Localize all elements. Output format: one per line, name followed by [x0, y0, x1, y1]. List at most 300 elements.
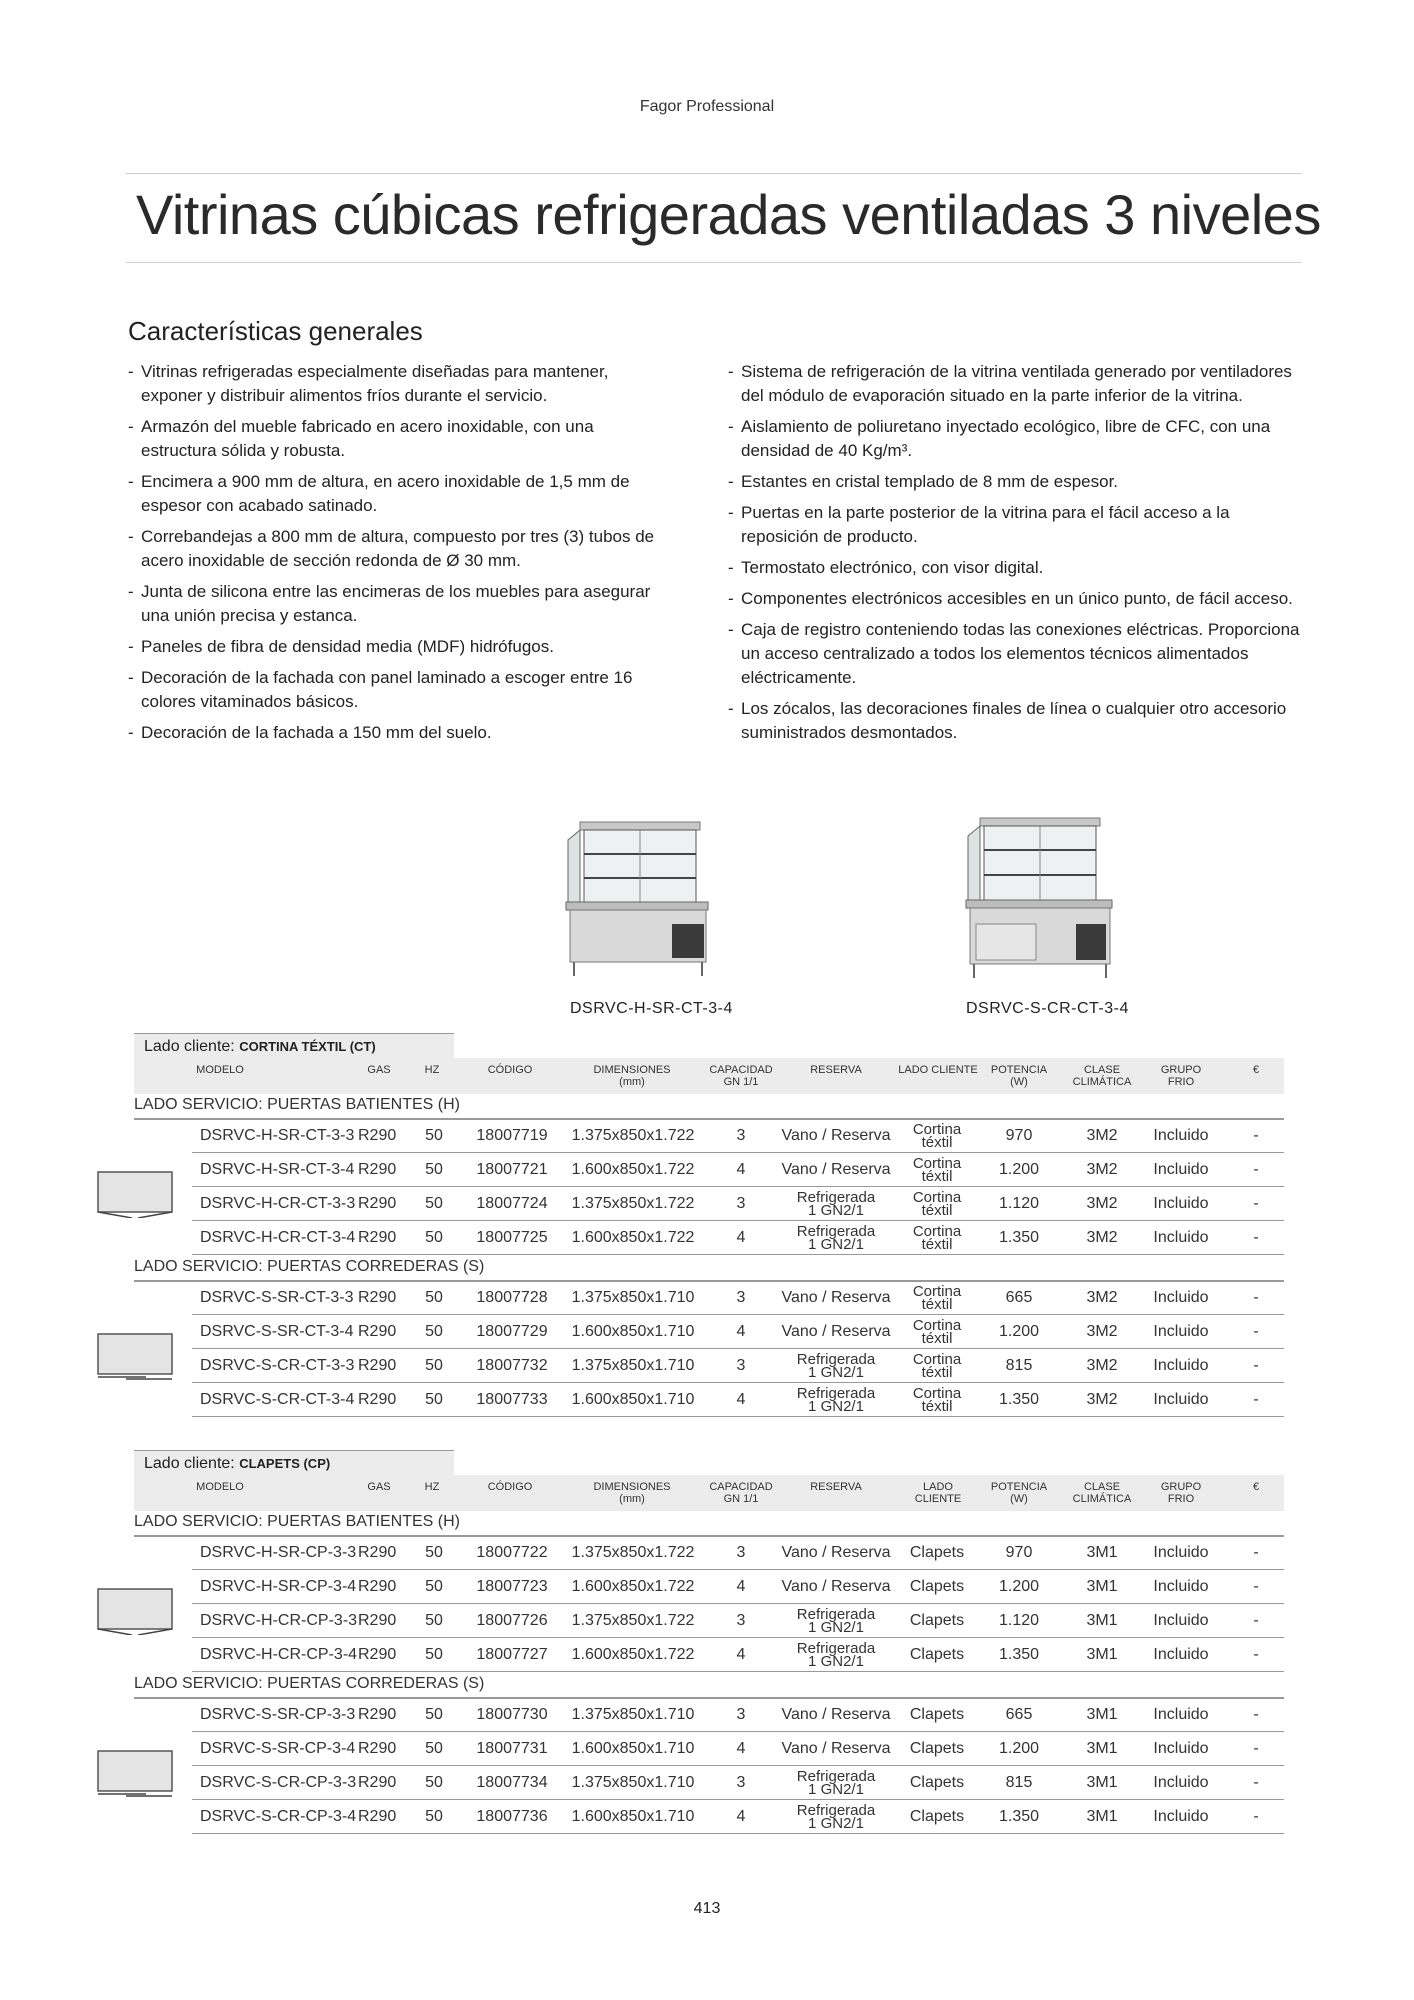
cell-cap: 3: [736, 1127, 746, 1144]
cell-clase: 3M1: [1086, 1808, 1118, 1825]
cell-reserva: [797, 1801, 875, 1836]
cell-reserva: [797, 1639, 875, 1674]
cell-modelo: DSRVC-S-CR-CP-3-4: [200, 1808, 357, 1825]
bullet-dash: -: [728, 417, 734, 436]
column-header: FRIO: [1167, 1493, 1195, 1505]
column-header: (mm): [619, 1493, 645, 1505]
feature-text: Decoración de la fachada con panel laminado a escoger entre 16 colores vitaminados básicos.: [141, 668, 633, 711]
cell-cap: 4: [736, 1229, 746, 1246]
bullet-dash: -: [728, 589, 734, 608]
cell-lado-line: Clapets: [909, 1612, 965, 1629]
cell-dim: 1.375x850x1.722: [571, 1544, 695, 1561]
cell-grupo: Incluido: [1153, 1391, 1209, 1408]
title-top-rule: [126, 173, 1302, 174]
cell-reserva: [781, 1316, 890, 1348]
cell-precio: -: [1253, 1612, 1259, 1629]
cell-lado-line: Cortina: [912, 1189, 962, 1206]
cell-reserva: [797, 1188, 875, 1223]
cell-lado: [910, 1699, 964, 1731]
page-number: 413: [693, 1900, 721, 1917]
cell-hz: 50: [425, 1646, 443, 1663]
cell-codigo: 18007734: [476, 1774, 548, 1791]
cell-reserva-line: 1 GN2/1: [808, 1781, 864, 1798]
column-header: CLASE: [1083, 1481, 1121, 1493]
cell-modelo: DSRVC-S-SR-CP-3-4: [200, 1740, 356, 1757]
cell-modelo: DSRVC-H-SR-CT-3-3: [200, 1127, 355, 1144]
column-header: GAS: [367, 1481, 391, 1493]
lado-cliente-label: Lado cliente:: [144, 1038, 235, 1055]
column-header: HZ: [424, 1481, 440, 1493]
cell-hz: 50: [425, 1740, 443, 1757]
cell-cap: 4: [736, 1740, 746, 1757]
feature-item: [128, 470, 668, 518]
puertas-correderas-diagram: [96, 1332, 174, 1380]
cell-reserva: [781, 1537, 890, 1569]
cell-precio: -: [1253, 1646, 1259, 1663]
cell-precio: -: [1253, 1229, 1259, 1246]
cell-reserva-line: Refrigerada: [796, 1640, 876, 1657]
cell-grupo: Incluido: [1153, 1706, 1209, 1723]
cell-modelo: DSRVC-S-CR-CT-3-4: [200, 1391, 355, 1408]
cell-cap: 3: [736, 1195, 746, 1212]
cell-modelo: DSRVC-H-SR-CT-3-4: [200, 1161, 355, 1178]
cell-potencia: 1.350: [998, 1646, 1040, 1663]
column-header: CLIENTE: [914, 1493, 962, 1505]
column-header: CÓDIGO: [487, 1064, 533, 1076]
cell-modelo: DSRVC-S-SR-CP-3-3: [200, 1706, 356, 1723]
puertas-batientes-diagram: [96, 1587, 174, 1635]
cell-gas: R290: [358, 1774, 397, 1791]
cell-cap: 3: [736, 1774, 746, 1791]
cell-lado-line: téxtil: [921, 1330, 953, 1347]
cell-gas: R290: [358, 1740, 397, 1757]
cell-reserva-line: 1 GN2/1: [808, 1619, 864, 1636]
cell-clase: 3M2: [1086, 1357, 1118, 1374]
cell-gas: R290: [358, 1391, 397, 1408]
cell-gas: R290: [358, 1612, 397, 1629]
cell-reserva-line: Refrigerada: [796, 1768, 876, 1785]
cell-reserva-line: Vano / Reserva: [781, 1127, 891, 1144]
cell-lado: [913, 1222, 961, 1257]
cell-potencia: 815: [1005, 1774, 1033, 1791]
cell-modelo: DSRVC-H-SR-CP-3-4: [200, 1578, 357, 1595]
cell-dim: 1.375x850x1.722: [571, 1612, 695, 1629]
cell-codigo: 18007721: [476, 1161, 548, 1178]
table-row: [192, 1188, 1284, 1221]
cell-lado-line: Clapets: [909, 1740, 965, 1757]
feature-text: Aislamiento de poliuretano inyectado ecológico, libre de CFC, con una densidad de 40 Kg/m³.: [741, 417, 1271, 460]
cell-grupo: Incluido: [1153, 1740, 1209, 1757]
column-header: GN 1/1: [723, 1493, 759, 1505]
cell-reserva: [797, 1222, 875, 1257]
feature-item: [728, 618, 1308, 690]
cell-grupo: Incluido: [1153, 1808, 1209, 1825]
cell-reserva-line: 1 GN2/1: [808, 1364, 864, 1381]
cell-clase: 3M2: [1086, 1161, 1118, 1178]
features-right-list: [728, 360, 1308, 752]
cell-lado: [913, 1384, 961, 1419]
brand-name: Fagor Professional: [639, 98, 775, 115]
cell-clase: 3M1: [1086, 1646, 1118, 1663]
cell-grupo: Incluido: [1153, 1161, 1209, 1178]
cell-reserva: [797, 1605, 875, 1640]
cell-lado-line: Clapets: [909, 1646, 965, 1663]
cell-precio: -: [1253, 1195, 1259, 1212]
column-header: CLIMÁTICA: [1072, 1493, 1132, 1505]
column-header: POTENCIA: [990, 1064, 1048, 1076]
feature-text: Correbandejas a 800 mm de altura, compuesto por tres (3) tubos de acero inoxidable de sección redonda de Ø 30 mm.: [141, 527, 655, 570]
cell-cap: 4: [736, 1646, 746, 1663]
cell-grupo: Incluido: [1153, 1289, 1209, 1306]
table-row: [192, 1537, 1284, 1570]
table-row: [192, 1222, 1284, 1255]
cell-gas: R290: [358, 1195, 397, 1212]
cell-reserva: [781, 1571, 890, 1603]
cell-lado-line: Cortina: [912, 1283, 962, 1300]
cell-reserva-line: Refrigerada: [796, 1802, 876, 1819]
cell-codigo: 18007731: [476, 1740, 548, 1757]
cell-potencia: 1.120: [998, 1195, 1040, 1212]
column-header: (W): [1010, 1493, 1028, 1505]
column-header: GRUPO: [1160, 1481, 1202, 1493]
cell-reserva-line: Vano / Reserva: [781, 1161, 891, 1178]
lado-cliente-header: [134, 1033, 454, 1058]
cell-codigo: 18007736: [476, 1808, 548, 1825]
cell-hz: 50: [425, 1808, 443, 1825]
cell-modelo: DSRVC-S-SR-CT-3-3: [200, 1289, 354, 1306]
cell-potencia: 1.200: [998, 1578, 1040, 1595]
cell-hz: 50: [425, 1289, 443, 1306]
cell-potencia: 665: [1005, 1706, 1033, 1723]
cell-modelo: DSRVC-H-CR-CP-3-4: [200, 1646, 358, 1663]
cell-reserva-line: 1 GN2/1: [808, 1398, 864, 1415]
cell-reserva: [781, 1733, 890, 1765]
cell-lado: [913, 1154, 961, 1189]
feature-item: [728, 587, 1308, 611]
cell-reserva-line: Vano / Reserva: [781, 1706, 891, 1723]
cell-lado-line: Cortina: [912, 1385, 962, 1402]
cell-reserva: [781, 1699, 890, 1731]
feature-text: Puertas en la parte posterior de la vitrina para el fácil acceso a la reposición de producto.: [741, 503, 1230, 546]
cell-grupo: Incluido: [1153, 1323, 1209, 1340]
cell-lado-line: téxtil: [921, 1364, 953, 1381]
cell-precio: -: [1253, 1808, 1259, 1825]
cell-precio: -: [1253, 1289, 1259, 1306]
cell-potencia: 1.350: [998, 1229, 1040, 1246]
feature-text: Termostato electrónico, con visor digital.: [741, 558, 1044, 577]
cell-reserva-line: Vano / Reserva: [781, 1544, 891, 1561]
lado-cliente-value: CORTINA TÉXTIL (CT): [239, 1039, 376, 1054]
feature-item: [728, 360, 1308, 408]
column-header: DIMENSIONES: [593, 1064, 671, 1076]
column-header: FRIO: [1167, 1076, 1195, 1088]
bullet-dash: -: [128, 723, 134, 742]
cell-modelo: DSRVC-H-CR-CP-3-3: [200, 1612, 358, 1629]
cell-grupo: Incluido: [1153, 1774, 1209, 1791]
cell-precio: -: [1253, 1357, 1259, 1374]
cell-hz: 50: [425, 1229, 443, 1246]
feature-item: [728, 501, 1308, 549]
cell-hz: 50: [425, 1544, 443, 1561]
cell-precio: -: [1253, 1578, 1259, 1595]
cell-clase: 3M2: [1086, 1229, 1118, 1246]
cell-lado: [910, 1767, 964, 1799]
product-caption-2: DSRVC-S-CR-CT-3-4: [966, 1000, 1129, 1017]
column-header: LADO: [923, 1481, 953, 1493]
feature-item: [128, 415, 668, 463]
feature-text: Decoración de la fachada a 150 mm del suelo.: [141, 723, 492, 742]
cell-reserva-line: Refrigerada: [796, 1606, 876, 1623]
cell-dim: 1.600x850x1.722: [571, 1578, 695, 1595]
cell-grupo: Incluido: [1153, 1229, 1209, 1246]
cell-codigo: 18007724: [476, 1195, 548, 1212]
cell-gas: R290: [358, 1127, 397, 1144]
product-image-batientes: [540, 800, 750, 990]
cell-hz: 50: [425, 1706, 443, 1723]
cell-cap: 4: [736, 1323, 746, 1340]
cell-reserva-line: 1 GN2/1: [808, 1815, 864, 1832]
cell-lado-line: téxtil: [921, 1398, 953, 1415]
cell-lado: [910, 1733, 964, 1765]
cell-lado: [913, 1316, 961, 1351]
cell-hz: 50: [425, 1578, 443, 1595]
column-header: GN 1/1: [723, 1076, 759, 1088]
table-row: [192, 1571, 1284, 1604]
cell-grupo: Incluido: [1153, 1195, 1209, 1212]
column-header: CLASE: [1083, 1064, 1121, 1076]
column-header: LADO CLIENTE: [898, 1064, 978, 1076]
cell-hz: 50: [425, 1127, 443, 1144]
cell-cap: 3: [736, 1544, 746, 1561]
bullet-dash: -: [128, 527, 134, 546]
column-header: RESERVA: [810, 1064, 862, 1076]
cell-clase: 3M2: [1086, 1289, 1118, 1306]
bullet-dash: -: [128, 668, 134, 687]
cell-lado: [913, 1350, 961, 1385]
cell-clase: 3M1: [1086, 1578, 1118, 1595]
cell-grupo: Incluido: [1153, 1544, 1209, 1561]
lado-cliente-header: [134, 1450, 454, 1475]
cell-lado: [910, 1571, 964, 1603]
product-image-correderas: [940, 800, 1150, 990]
cell-reserva-line: Refrigerada: [796, 1385, 876, 1402]
bullet-dash: -: [128, 637, 134, 656]
table-row: [192, 1384, 1284, 1417]
column-header: €: [1252, 1481, 1260, 1493]
cell-potencia: 970: [1005, 1544, 1033, 1561]
cell-lado-line: téxtil: [921, 1168, 953, 1185]
column-header: CAPACIDAD: [709, 1064, 773, 1076]
column-header: MODELO: [196, 1481, 244, 1493]
feature-text: Sistema de refrigeración de la vitrina ventilada generado por ventiladores del módulo de evaporación situado en la parte inferior de la vitrina.: [741, 362, 1292, 405]
cell-dim: 1.375x850x1.722: [571, 1127, 695, 1144]
cell-dim: 1.600x850x1.710: [571, 1740, 695, 1757]
feature-text: Estantes en cristal templado de 8 mm de espesor.: [741, 472, 1119, 491]
cell-reserva-line: 1 GN2/1: [808, 1653, 864, 1670]
cell-reserva-line: Vano / Reserva: [781, 1578, 891, 1595]
feature-item: [728, 697, 1308, 745]
cell-cap: 4: [736, 1161, 746, 1178]
section-title: Características generales: [128, 316, 423, 346]
page-title: Vitrinas cúbicas refrigeradas ventiladas 3 niveles: [136, 183, 1321, 246]
table-row: [192, 1316, 1284, 1349]
cell-precio: -: [1253, 1740, 1259, 1757]
cell-gas: R290: [358, 1289, 397, 1306]
cell-dim: 1.600x850x1.722: [571, 1229, 695, 1246]
cell-precio: -: [1253, 1706, 1259, 1723]
cell-lado: [910, 1605, 964, 1637]
cell-clase: 3M1: [1086, 1706, 1118, 1723]
cell-grupo: Incluido: [1153, 1127, 1209, 1144]
cell-reserva-line: Refrigerada: [796, 1223, 876, 1240]
feature-item: [128, 666, 668, 714]
cell-lado-line: Clapets: [909, 1808, 965, 1825]
cell-gas: R290: [358, 1323, 397, 1340]
cell-precio: -: [1253, 1127, 1259, 1144]
cell-modelo: DSRVC-H-CR-CT-3-4: [200, 1229, 356, 1246]
cell-reserva-line: 1 GN2/1: [808, 1202, 864, 1219]
cell-codigo: 18007723: [476, 1578, 548, 1595]
cell-cap: 4: [736, 1808, 746, 1825]
cell-dim: 1.600x850x1.722: [571, 1161, 695, 1178]
cell-potencia: 1.200: [998, 1323, 1040, 1340]
cell-dim: 1.600x850x1.722: [571, 1646, 695, 1663]
cell-reserva-line: Vano / Reserva: [781, 1289, 891, 1306]
cell-grupo: Incluido: [1153, 1357, 1209, 1374]
cell-clase: 3M1: [1086, 1544, 1118, 1561]
table-row: [192, 1767, 1284, 1800]
cell-lado: [913, 1120, 961, 1155]
feature-item: [128, 580, 668, 628]
bullet-dash: -: [728, 472, 734, 491]
bullet-dash: -: [728, 503, 734, 522]
cell-gas: R290: [358, 1808, 397, 1825]
column-header: MODELO: [196, 1064, 244, 1076]
cell-lado-line: Cortina: [912, 1121, 962, 1138]
cell-codigo: 18007725: [476, 1229, 548, 1246]
cell-grupo: Incluido: [1153, 1612, 1209, 1629]
cell-codigo: 18007732: [476, 1357, 548, 1374]
cell-reserva: [781, 1282, 890, 1314]
feature-text: Armazón del mueble fabricado en acero inoxidable, con una estructura sólida y robusta.: [141, 417, 594, 460]
cell-clase: 3M2: [1086, 1391, 1118, 1408]
feature-text: Caja de registro conteniendo todas las conexiones eléctricas. Proporciona un acceso centralizado a todos los elementos técnicos alimentados eléctricamente.: [741, 620, 1300, 687]
lado-cliente-label: Lado cliente:: [144, 1455, 235, 1472]
cell-gas: R290: [358, 1578, 397, 1595]
cell-clase: 3M1: [1086, 1740, 1118, 1757]
cell-cap: 3: [736, 1357, 746, 1374]
bullet-dash: -: [128, 417, 134, 436]
cell-lado: [910, 1801, 964, 1833]
cell-reserva: [797, 1767, 875, 1802]
column-header: CLIMÁTICA: [1072, 1076, 1132, 1088]
title-bottom-rule: [126, 262, 1302, 263]
cell-potencia: 1.350: [998, 1391, 1040, 1408]
puertas-batientes-diagram: [96, 1170, 174, 1218]
features-left-list: [128, 360, 668, 752]
cell-modelo: DSRVC-S-CR-CT-3-3: [200, 1357, 355, 1374]
cell-clase: 3M2: [1086, 1323, 1118, 1340]
cell-hz: 50: [425, 1612, 443, 1629]
cell-lado: [910, 1537, 964, 1569]
column-header: GAS: [367, 1064, 391, 1076]
cell-dim: 1.375x850x1.710: [571, 1706, 695, 1723]
cell-precio: -: [1253, 1161, 1259, 1178]
feature-item: [728, 415, 1308, 463]
column-header: CÓDIGO: [487, 1481, 533, 1493]
column-header: HZ: [424, 1064, 440, 1076]
cell-clase: 3M2: [1086, 1127, 1118, 1144]
cell-precio: -: [1253, 1323, 1259, 1340]
cell-clase: 3M2: [1086, 1195, 1118, 1212]
cell-hz: 50: [425, 1323, 443, 1340]
column-header: CAPACIDAD: [709, 1481, 773, 1493]
cell-cap: 3: [736, 1289, 746, 1306]
cell-lado: [910, 1639, 964, 1671]
cell-reserva: [781, 1154, 890, 1186]
cell-cap: 4: [736, 1391, 746, 1408]
feature-item: [128, 721, 668, 745]
cell-reserva-line: Vano / Reserva: [781, 1740, 891, 1757]
column-header: DIMENSIONES: [593, 1481, 671, 1493]
cell-hz: 50: [425, 1774, 443, 1791]
cell-potencia: 815: [1005, 1357, 1033, 1374]
cell-codigo: 18007730: [476, 1706, 548, 1723]
cell-lado-line: Cortina: [912, 1223, 962, 1240]
cell-codigo: 18007729: [476, 1323, 548, 1340]
cell-codigo: 18007728: [476, 1289, 548, 1306]
cell-precio: -: [1253, 1391, 1259, 1408]
cell-gas: R290: [358, 1161, 397, 1178]
table-row: [192, 1605, 1284, 1638]
table-row: [192, 1350, 1284, 1383]
cell-clase: 3M1: [1086, 1612, 1118, 1629]
cell-modelo: DSRVC-H-SR-CP-3-3: [200, 1544, 357, 1561]
cell-gas: R290: [358, 1706, 397, 1723]
feature-text: Los zócalos, las decoraciones finales de línea o cualquier otro accesorio suministrados desmontados.: [741, 699, 1287, 742]
bullet-dash: -: [128, 472, 134, 491]
bullet-dash: -: [728, 558, 734, 577]
column-header: (mm): [619, 1076, 645, 1088]
cell-dim: 1.375x850x1.710: [571, 1289, 695, 1306]
table-row: [192, 1154, 1284, 1187]
puertas-correderas-diagram: [96, 1749, 174, 1797]
cell-cap: 4: [736, 1578, 746, 1595]
cell-reserva: [781, 1120, 890, 1152]
bullet-dash: -: [728, 362, 734, 381]
cell-dim: 1.375x850x1.710: [571, 1774, 695, 1791]
feature-item: [728, 556, 1308, 580]
cell-gas: R290: [358, 1357, 397, 1374]
column-header: RESERVA: [810, 1481, 862, 1493]
cell-potencia: 1.350: [998, 1808, 1040, 1825]
feature-item: [128, 525, 668, 573]
cell-cap: 3: [736, 1706, 746, 1723]
bullet-dash: -: [128, 582, 134, 601]
cell-lado-line: téxtil: [921, 1236, 953, 1253]
cell-lado-line: téxtil: [921, 1134, 953, 1151]
cell-reserva-line: Refrigerada: [796, 1351, 876, 1368]
cell-lado-line: téxtil: [921, 1296, 953, 1313]
cell-dim: 1.600x850x1.710: [571, 1391, 695, 1408]
cell-gas: R290: [358, 1646, 397, 1663]
cell-modelo: DSRVC-S-CR-CP-3-3: [200, 1774, 357, 1791]
cell-potencia: 970: [1005, 1127, 1033, 1144]
cell-lado-line: Clapets: [909, 1706, 965, 1723]
feature-item: [128, 360, 668, 408]
cell-lado-line: Cortina: [912, 1351, 962, 1368]
cell-precio: -: [1253, 1544, 1259, 1561]
